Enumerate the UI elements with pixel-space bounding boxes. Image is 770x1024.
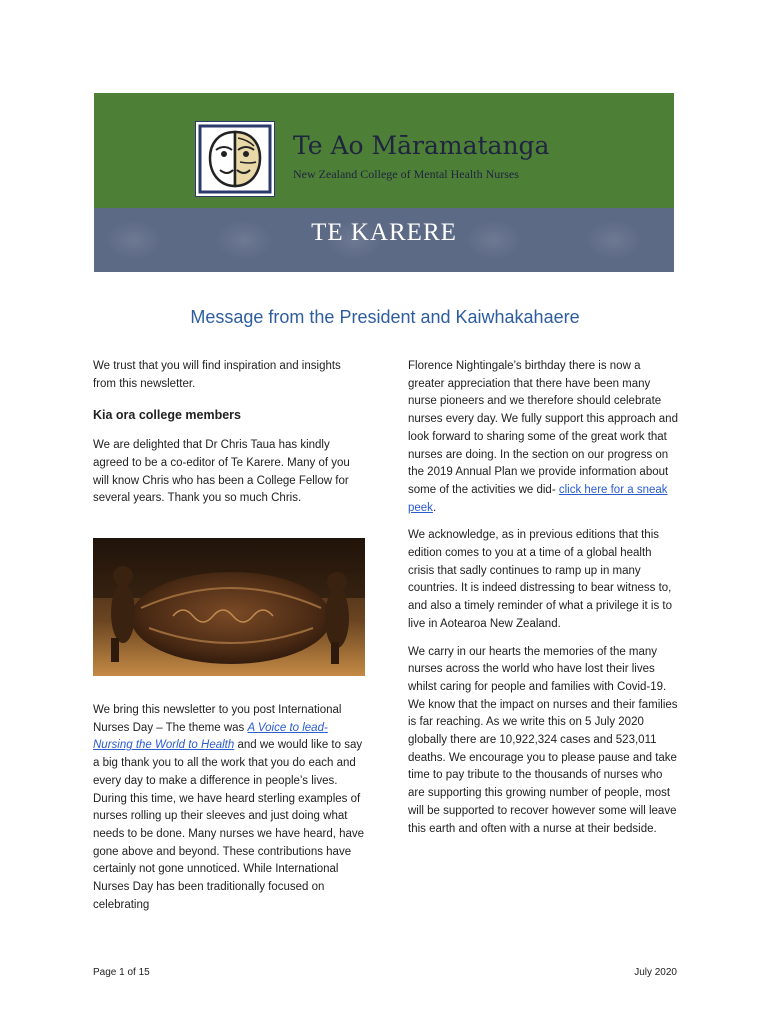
carved-wooden-bowl-image	[93, 538, 365, 676]
sneak-peek-link[interactable]: click here for a sneak peek	[408, 483, 668, 514]
page-number: Page 1 of 15	[93, 967, 150, 978]
nightingale-text-before: Florence Nightingale’s birthday there is now a greater appreciation that there have been many nurse pioneers and we therefore should celebrate nurses every day. We fully support this approach and look forward to sharing some of the great work that nurses are doing. In the section on our progress on the 2019 Annual Plan we provide information about some of the activities we did-	[408, 360, 678, 496]
org-name: Te Ao Māramatanga	[293, 131, 550, 160]
nurses-day-theme-link[interactable]: A Voice to lead- Nursing the World to Health	[93, 721, 328, 752]
left-column-top	[93, 358, 365, 508]
co-editor-paragraph: We are delighted that Dr Chris Taua has kindly agreed to be a co-editor of Te Karere. Many of you will know Chris who has been a College Fellow for several years. Thank you so much Chris.	[93, 439, 350, 505]
nurses-day-text-before: We bring this newsletter to you post International Nurses Day – The theme was	[93, 704, 342, 734]
masthead-title: TE KARERE	[311, 219, 457, 246]
left-column-bottom	[93, 702, 365, 914]
nightingale-text-after: .	[432, 501, 437, 514]
issue-date: July 2020	[634, 967, 677, 978]
nurses-day-text-after: and we would like to say a big thank you to all the work that you do each and every day to make a difference in people’s lives. During this time, we have heard sterling examples of nurses rolling up their sleeves and just doing what needs to be done. Many nurses we have heard, have gone above and beyond. These contributions have certainly not gone unnoticed. While International Nurses Day has been traditionally focused on celebrating	[93, 739, 365, 911]
org-subtitle: New Zealand College of Mental Health Nurses	[293, 167, 519, 181]
two-faces-logo-icon	[195, 121, 275, 197]
newsletter-banner	[94, 93, 674, 272]
nightingale-paragraph	[408, 358, 680, 517]
covid-memorial-paragraph: We carry in our hearts the memories of the many nurses across the world who have lost their lives whilst caring for people and families with Covid-19. We know that the impact on nurses and their families is far reaching. As we write this on 5 July 2020 globally there are 10,922,324 cases and 523,011 deaths. We encourage you to please pause and take time to pay tribute to the thousands of nurses who are supporting this growing number of people, most will be supported to recover however some will leave this earth and often with a nurse at their bedside.	[408, 645, 678, 835]
intro-paragraph: We trust that you will find inspiration and insights from this newsletter.	[93, 360, 341, 390]
greeting-subhead: Kia ora college members	[93, 408, 241, 423]
right-column	[408, 358, 680, 838]
nurses-day-paragraph	[93, 702, 365, 914]
page-title: Message from the President and Kaiwhakahaere	[190, 307, 580, 327]
health-crisis-paragraph: We acknowledge, as in previous editions that this edition comes to you at a time of a global health crisis that sadly continues to ramp up in many countries. It is indeed distressing to bear witness to, and also a timely reminder of what a privilege it is to live in Aotearoa New Zealand.	[408, 529, 672, 630]
